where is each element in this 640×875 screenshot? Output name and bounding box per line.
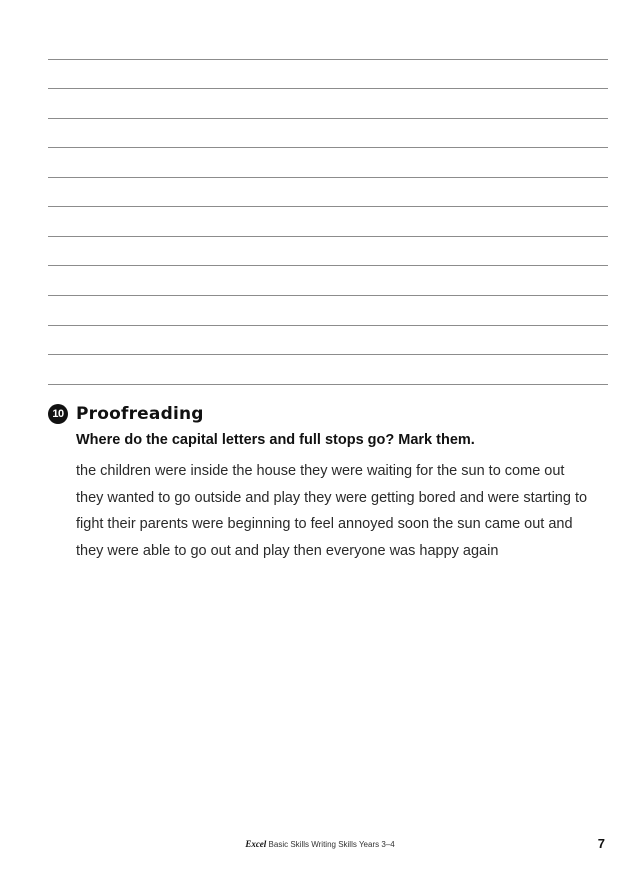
writing-line (48, 236, 608, 237)
page-number: 7 (597, 836, 605, 851)
passage-line: they were able to go out and play then everyone was happy again (76, 542, 499, 559)
page-footer (0, 836, 640, 852)
writing-line (48, 118, 608, 119)
instruction-text: Where do the capital letters and full stops go? Mark them. (76, 432, 475, 448)
writing-line (48, 325, 608, 326)
writing-line (48, 88, 608, 89)
writing-line (48, 295, 608, 296)
footer-credit (0, 839, 640, 849)
writing-line (48, 384, 608, 385)
proofreading-passage (76, 458, 616, 564)
passage-line: fight their parents were beginning to feel annoyed soon the sun came out and (76, 516, 573, 532)
writing-line (48, 354, 608, 355)
footer-title: Basic Skills Writing Skills Years 3–4 (268, 840, 395, 849)
footer-brand: Excel (245, 839, 267, 849)
section-number-badge: 10 (48, 404, 68, 424)
writing-line (48, 265, 608, 266)
writing-line (48, 206, 608, 207)
writing-line (48, 177, 608, 178)
writing-line (48, 59, 608, 60)
passage-line: the children were inside the house they were waiting for the sun to come out (76, 463, 565, 479)
passage-line: they wanted to go outside and play they were getting bored and were starting to (76, 489, 588, 506)
writing-line (48, 147, 608, 148)
section-title: Proofreading (76, 404, 204, 424)
section-heading (48, 402, 618, 426)
proofreading-section (48, 402, 618, 559)
